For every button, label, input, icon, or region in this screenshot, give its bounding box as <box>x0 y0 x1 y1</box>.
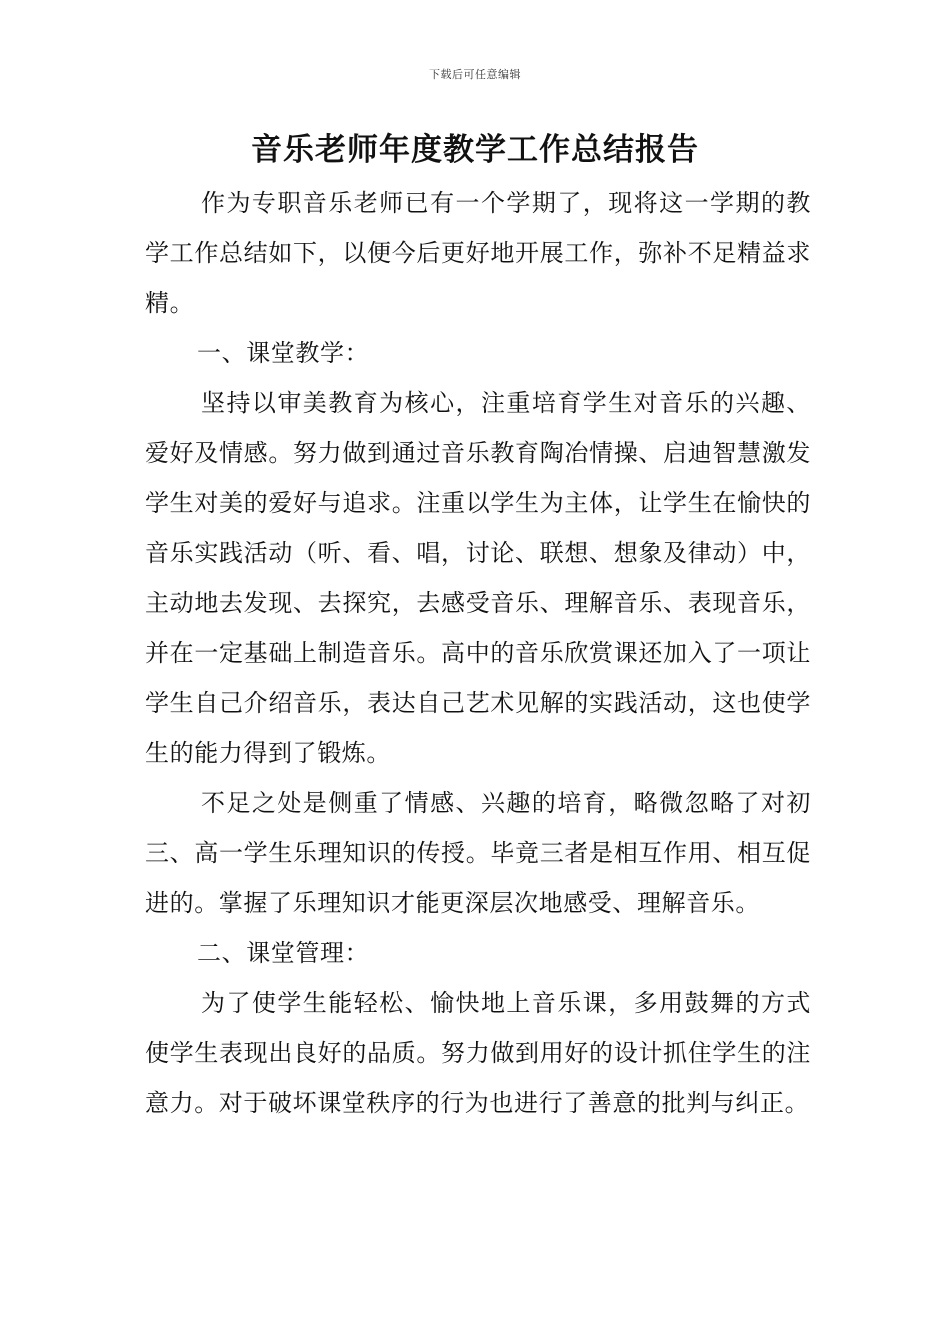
intro-paragraph: 作为专职音乐老师已有一个学期了，现将这一学期的教学工作总结如下，以便今后更好地开展工作，弥补不足精益求精。 <box>145 189 811 317</box>
section-heading-classroom-management: 二、课堂管理： <box>197 939 370 967</box>
header-note: 下载后可任意编辑 <box>429 68 521 81</box>
document-body <box>145 178 811 1128</box>
section2-paragraph-1: 为了使学生能轻松、愉快地上音乐课，多用鼓舞的方式使学生表现出良好的品质。努力做到用好的设计抓住学生的注意力。对于破坏课堂秩序的行为也进行了善意的批判与纠正。 <box>145 989 811 1117</box>
section1-paragraph-2: 不足之处是侧重了情感、兴趣的培育，略微忽略了对初三、高一学生乐理知识的传授。毕竟三者是相互作用、相互促进的。掌握了乐理知识才能更深层次地感受、理解音乐。 <box>145 789 811 917</box>
document-title: 音乐老师年度教学工作总结报告 <box>251 132 699 168</box>
section1-paragraph-1: 坚持以审美教育为核心，注重培育学生对音乐的兴趣、爱好及情感。努力做到通过音乐教育陶冶情操、启迪智慧激发学生对美的爱好与追求。注重以学生为主体，让学生在愉快的音乐实践活动（听、看、唱，讨论、联想、想象及律动）中，主动地去发现、去探究，去感受音乐、理解音乐、表现音乐，并在一定基础上制造音乐。高中的音乐欣赏课还加入了一项让学生自己介绍音乐，表达自己艺术见解的实践活动，这也使学生的能力得到了锻炼。 <box>145 389 811 767</box>
section-heading-classroom-teaching: 一、课堂教学： <box>197 339 370 367</box>
